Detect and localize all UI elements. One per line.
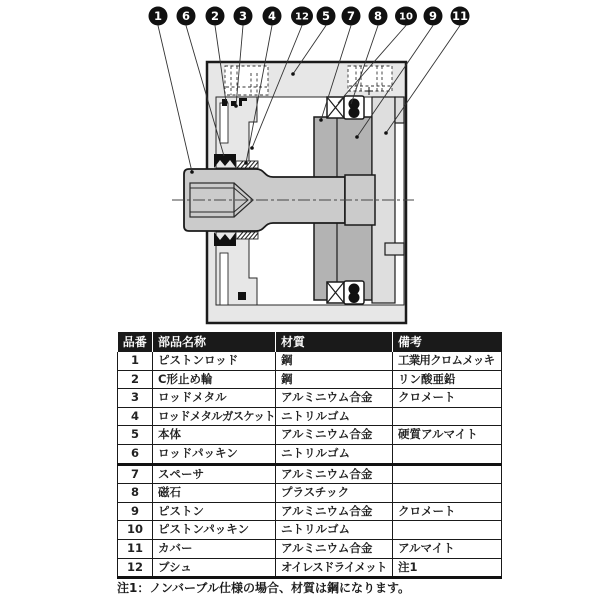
rod-metal-gasket-lower: [236, 232, 258, 239]
callout-9: [424, 7, 443, 26]
cell-note: [393, 444, 502, 464]
footnote: 注1：ノンバーブル仕様の場合、材質は鋼になります。: [117, 581, 410, 595]
magnet-upper: [344, 96, 364, 119]
callout-2-label: 2: [210, 9, 220, 24]
cell-name: ロッドパッキン: [153, 444, 276, 464]
piston-packing-lower: [327, 282, 344, 303]
cell-no: 12: [118, 558, 153, 578]
cell-material: 鋼: [276, 352, 393, 370]
cell-material: ニトリルゴム: [276, 407, 393, 426]
parts-table: [117, 332, 502, 579]
callout-6: [177, 7, 196, 26]
cell-material: 鋼: [276, 370, 393, 389]
table-row: [118, 370, 502, 389]
cell-no: 10: [118, 521, 153, 540]
cell-name: ブシュ: [153, 558, 276, 578]
breather-slot-lower: [220, 253, 228, 305]
table-row: [118, 558, 502, 578]
cell-material: アルミニウム合金: [276, 502, 393, 521]
cell-note: クロメート: [393, 502, 502, 521]
cushion-block: [238, 292, 246, 300]
cell-material: アルミニウム合金: [276, 539, 393, 558]
cell-name: 磁石: [153, 484, 276, 503]
cell-no: 7: [118, 464, 153, 484]
cell-no: 6: [118, 444, 153, 464]
cell-no: 11: [118, 539, 153, 558]
table-header-row: [118, 332, 502, 352]
table-row: [118, 426, 502, 445]
cell-material: オイレスドライメット: [276, 558, 393, 578]
callout-12-label: 12: [295, 11, 309, 23]
cell-material: アルミニウム合金: [276, 426, 393, 445]
callout-10-label: 10: [399, 11, 413, 23]
cell-material: アルミニウム合金: [276, 464, 393, 484]
table-row: [118, 539, 502, 558]
cell-name: スペーサ: [153, 464, 276, 484]
cell-note: アルマイト: [393, 539, 502, 558]
callout-3: [234, 7, 253, 26]
callout-2: [206, 7, 225, 26]
table-row: [118, 464, 502, 484]
cell-name: ピストン: [153, 502, 276, 521]
cell-no: 2: [118, 370, 153, 389]
cell-no: 9: [118, 502, 153, 521]
cell-name: ピストンパッキン: [153, 521, 276, 540]
cell-note: クロメート: [393, 389, 502, 408]
cell-note: 工業用クロムメッキ: [393, 352, 502, 370]
callout-4-label: 4: [267, 9, 277, 24]
cell-material: ニトリルゴム: [276, 444, 393, 464]
callout-8: [369, 7, 388, 26]
table-row: [118, 484, 502, 503]
header-part-name: 部品名称: [153, 332, 276, 352]
table-row: [118, 352, 502, 370]
cell-name: ロッドメタルガスケット: [153, 407, 276, 426]
piston-packing-upper: [327, 97, 344, 118]
cell-material: プラスチック: [276, 484, 393, 503]
callout-5-label: 5: [321, 9, 331, 24]
callout-5: [317, 7, 336, 26]
callout-1: [149, 7, 168, 26]
cell-name: ロッドメタル: [153, 389, 276, 408]
cell-material: ニトリルゴム: [276, 521, 393, 540]
callout-8-label: 8: [373, 9, 383, 24]
header-part-number: 品番: [118, 332, 153, 352]
cell-note: [393, 484, 502, 503]
table-row: [118, 521, 502, 540]
callout-11-label: 11: [451, 9, 469, 24]
cell-note: [393, 407, 502, 426]
callout-11: [451, 7, 470, 26]
callout-9-label: 9: [428, 9, 438, 24]
table-row: [118, 444, 502, 464]
callout-1-label: 1: [153, 9, 163, 24]
callout-12: [291, 7, 313, 26]
cell-no: 1: [118, 352, 153, 370]
cell-material: アルミニウム合金: [276, 389, 393, 408]
cell-no: 4: [118, 407, 153, 426]
callout-7-label: 7: [346, 9, 356, 24]
table-row: [118, 407, 502, 426]
header-material: 材質: [276, 332, 393, 352]
table-row: [118, 502, 502, 521]
callout-6-label: 6: [181, 9, 191, 24]
cell-no: 3: [118, 389, 153, 408]
cell-name: ピストンロッド: [153, 352, 276, 370]
cell-note: [393, 521, 502, 540]
table-row: [118, 389, 502, 408]
cell-note: 注1: [393, 558, 502, 578]
cell-note: 硬質アルマイト: [393, 426, 502, 445]
callout-3-label: 3: [238, 9, 248, 24]
cell-note: [393, 464, 502, 484]
cell-note: リン酸亜鉛: [393, 370, 502, 389]
magnet-lower: [344, 281, 364, 304]
cell-name: C形止め輪: [153, 370, 276, 389]
breather-slot-upper: [220, 103, 228, 143]
header-remarks: 備考: [393, 332, 502, 352]
cell-no: 8: [118, 484, 153, 503]
callout-4: [263, 7, 282, 26]
callout-7: [342, 7, 361, 26]
cell-name: 本体: [153, 426, 276, 445]
callout-10: [395, 7, 417, 26]
cell-name: カバー: [153, 539, 276, 558]
cell-no: 5: [118, 426, 153, 445]
hidden-port-lines-right: [348, 66, 392, 91]
